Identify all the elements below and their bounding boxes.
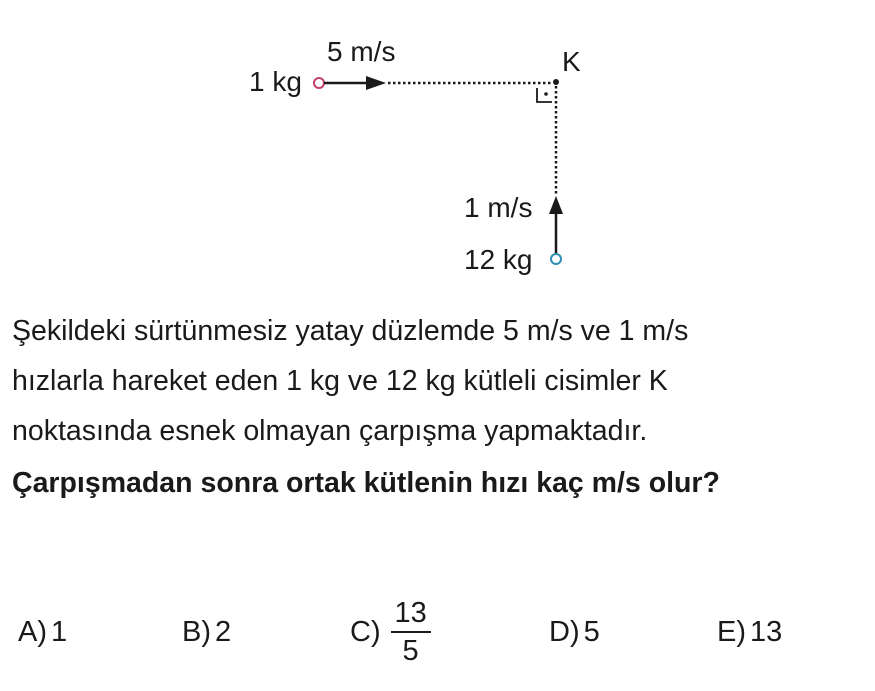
choice-c[interactable]: [350, 597, 431, 667]
point-k-label: K: [562, 46, 581, 77]
fraction-denominator: 5: [402, 635, 419, 667]
choice-b[interactable]: [182, 616, 231, 649]
velocity1-arrow-head: [366, 76, 386, 90]
question-prompt: Çarpışmadan sonra ortak kütlenin hızı kaç m/s olur?: [12, 467, 720, 499]
choice-a[interactable]: [18, 616, 67, 649]
choice-value: 5: [583, 616, 600, 648]
velocity2-arrow-head: [549, 196, 563, 214]
mass2-dot: [551, 254, 561, 264]
choice-letter: C): [350, 615, 381, 648]
velocity1-label: 5 m/s: [327, 36, 396, 67]
right-angle-mark: [537, 88, 552, 102]
mass1-dot: [314, 78, 324, 88]
collision-diagram: [0, 0, 875, 300]
fraction: [391, 597, 431, 667]
question-line: noktasında esnek olmayan çarpışma yapmaktadır.: [12, 415, 648, 447]
choice-e[interactable]: [717, 616, 782, 649]
point-k-dot: [553, 79, 559, 85]
mass1-label: 1 kg: [249, 66, 302, 97]
mass2-label: 12 kg: [464, 244, 533, 275]
fraction-bar: [391, 631, 431, 633]
choice-letter: B): [182, 616, 211, 648]
right-angle-dot: [544, 92, 548, 96]
choice-value: 2: [215, 616, 232, 648]
choice-d[interactable]: [549, 616, 600, 649]
choice-letter: A): [18, 616, 47, 648]
velocity2-label: 1 m/s: [464, 192, 533, 223]
question-line: hızlarla hareket eden 1 kg ve 12 kg kütleli cisimler K: [12, 365, 668, 397]
question-text: [12, 306, 832, 456]
choice-value: 13: [750, 616, 783, 648]
question-line: Şekildeki sürtünmesiz yatay düzlemde 5 m/s ve 1 m/s: [12, 315, 689, 347]
choice-letter: D): [549, 616, 580, 648]
fraction-numerator: 13: [394, 597, 427, 629]
choice-letter: E): [717, 616, 746, 648]
choice-value: 1: [51, 616, 68, 648]
